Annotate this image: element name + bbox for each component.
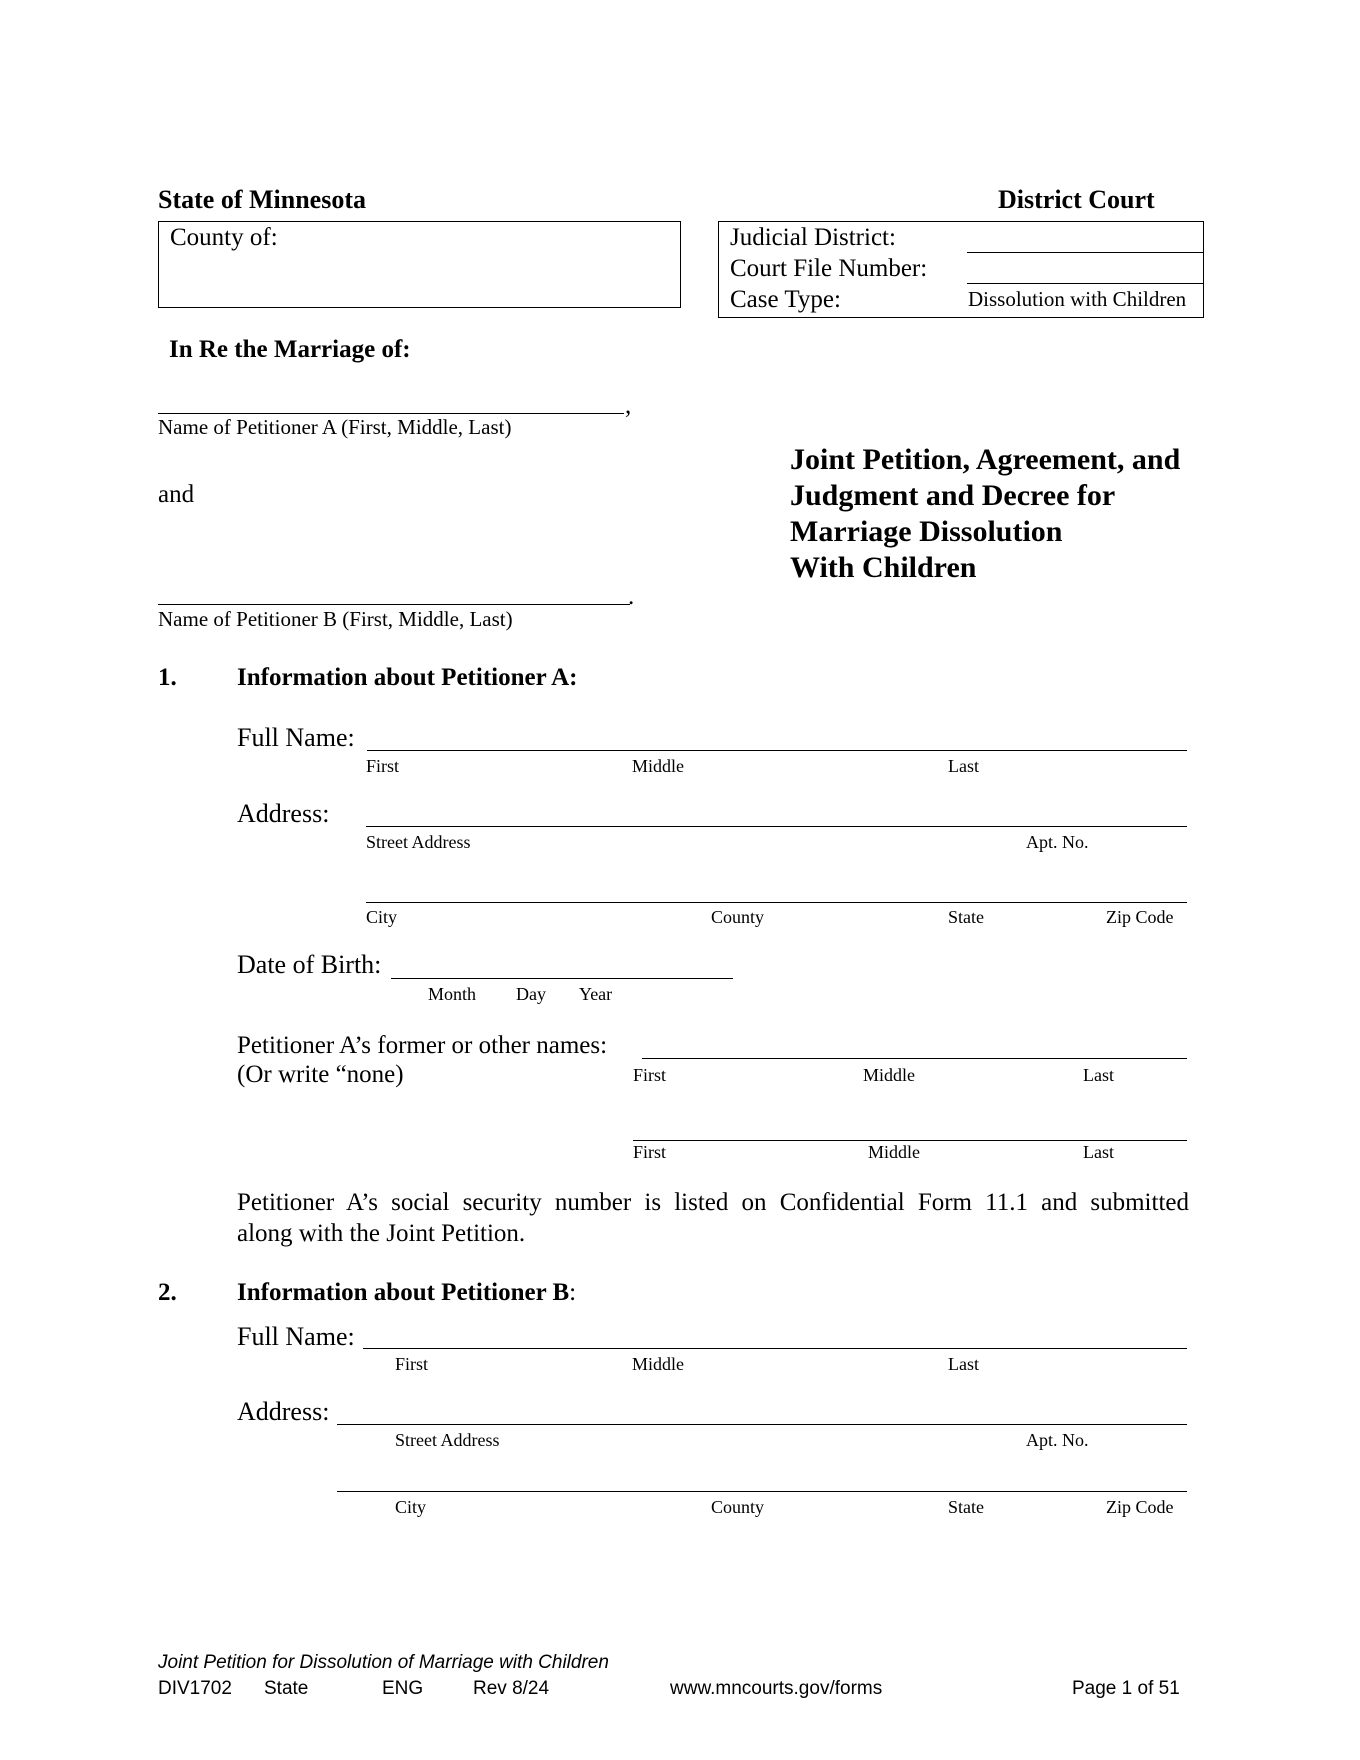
b-last-caption: Last [948, 1354, 979, 1374]
section-1-heading: Information about Petitioner A: [237, 664, 578, 691]
a-dob-label: Date of Birth: [237, 950, 382, 979]
court-heading: District Court [998, 185, 1155, 214]
a-ssn-paragraph [237, 1187, 1189, 1249]
county-label: County of: [170, 224, 278, 251]
case-info-box [718, 221, 1204, 318]
title-line: Marriage Dissolution [790, 515, 1063, 548]
a-or-write-none: (Or write “none) [237, 1061, 404, 1088]
b-apt-no-caption: Apt. No. [1026, 1430, 1089, 1450]
b-county-caption: County [711, 1497, 765, 1517]
footer-form-title: Joint Petition for Dissolution of Marriage with Children [158, 1652, 609, 1673]
footer-revision: Rev 8/24 [473, 1678, 550, 1699]
b-street-address-caption: Street Address [395, 1430, 500, 1450]
b-zip-code-caption: Zip Code [1106, 1497, 1174, 1517]
b-address-label: Address: [237, 1397, 330, 1426]
a-year-caption: Year [579, 984, 613, 1004]
b-street-address-field[interactable] [337, 1424, 1187, 1425]
a-city-caption: City [366, 907, 398, 927]
county-box[interactable] [158, 221, 681, 308]
petitioner-b-period: . [628, 583, 635, 610]
title-line: With Children [790, 551, 977, 584]
a-middle-caption: Middle [632, 756, 684, 776]
b-full-name-label: Full Name: [237, 1322, 355, 1351]
a-city-county-state-zip-field[interactable] [366, 902, 1187, 903]
state-heading: State of Minnesota [158, 185, 366, 214]
a-address-label: Address: [237, 799, 330, 828]
a-former-name-field-2[interactable] [633, 1140, 1187, 1141]
a-county-caption: County [711, 907, 765, 927]
petitioner-a-name-field[interactable] [158, 413, 624, 414]
section-2-number: 2. [158, 1279, 177, 1306]
a-former-name-field-1[interactable] [642, 1058, 1187, 1059]
footer-jurisdiction: State [264, 1678, 309, 1699]
a-apt-no-caption: Apt. No. [1026, 832, 1089, 852]
a-ssn-line-1: Petitioner A’s social security number is listed on Confidential Form 11.1 and submitted [237, 1189, 1189, 1216]
petitioner-b-name-field[interactable] [158, 604, 630, 605]
b-city-county-state-zip-field[interactable] [337, 1491, 1187, 1492]
a-month-caption: Month [428, 984, 477, 1004]
judicial-district-field[interactable] [967, 252, 1203, 253]
footer-page-number: Page 1 of 51 [1072, 1678, 1180, 1699]
a-former-last-caption-1: Last [1083, 1065, 1114, 1085]
a-state-caption: State [948, 907, 984, 927]
document-title [790, 442, 1230, 586]
in-re-heading: In Re the Marriage of: [169, 336, 411, 363]
a-street-address-caption: Street Address [366, 832, 471, 852]
a-ssn-line-2: along with the Joint Petition. [237, 1220, 526, 1247]
petitioner-a-name-label: Name of Petitioner A (First, Middle, Last) [158, 415, 512, 439]
a-former-names-label: Petitioner A’s former or other names: [237, 1032, 608, 1059]
a-former-first-caption-2: First [633, 1142, 667, 1162]
court-file-number-field[interactable] [967, 283, 1203, 284]
a-last-caption: Last [948, 756, 979, 776]
a-former-first-caption-1: First [633, 1065, 667, 1085]
section-1-number: 1. [158, 664, 177, 691]
b-full-name-field[interactable] [363, 1348, 1187, 1349]
section-2-colon: : [569, 1279, 577, 1306]
footer-website-link[interactable]: www.mncourts.gov/forms [670, 1678, 883, 1699]
a-full-name-field[interactable] [367, 750, 1187, 751]
title-line: Judgment and Decree for [790, 479, 1116, 512]
a-former-last-caption-2: Last [1083, 1142, 1114, 1162]
section-2-heading: Information about Petitioner B [237, 1279, 570, 1306]
a-dob-field[interactable] [391, 978, 733, 979]
b-middle-caption: Middle [632, 1354, 684, 1374]
b-state-caption: State [948, 1497, 984, 1517]
court-file-number-label: Court File Number: [730, 255, 928, 282]
judicial-district-label: Judicial District: [730, 224, 896, 251]
petitioner-a-comma: , [625, 392, 632, 419]
petitioner-b-name-label: Name of Petitioner B (First, Middle, Last) [158, 607, 513, 631]
a-street-address-field[interactable] [366, 826, 1187, 827]
a-former-middle-caption-2: Middle [868, 1142, 920, 1162]
a-former-middle-caption-1: Middle [863, 1065, 915, 1085]
a-zip-code-caption: Zip Code [1106, 907, 1174, 927]
section-2-heading-wrap [237, 1279, 576, 1307]
and-text: and [158, 481, 195, 508]
footer-language: ENG [382, 1678, 424, 1699]
case-type-value: Dissolution with Children [968, 287, 1187, 311]
a-day-caption: Day [516, 984, 546, 1004]
title-line: Joint Petition, Agreement, and [790, 443, 1181, 476]
footer-form-code: DIV1702 [158, 1678, 232, 1699]
a-full-name-label: Full Name: [237, 723, 355, 752]
a-first-caption: First [366, 756, 400, 776]
b-city-caption: City [395, 1497, 427, 1517]
case-type-label: Case Type: [730, 286, 841, 313]
b-first-caption: First [395, 1354, 429, 1374]
